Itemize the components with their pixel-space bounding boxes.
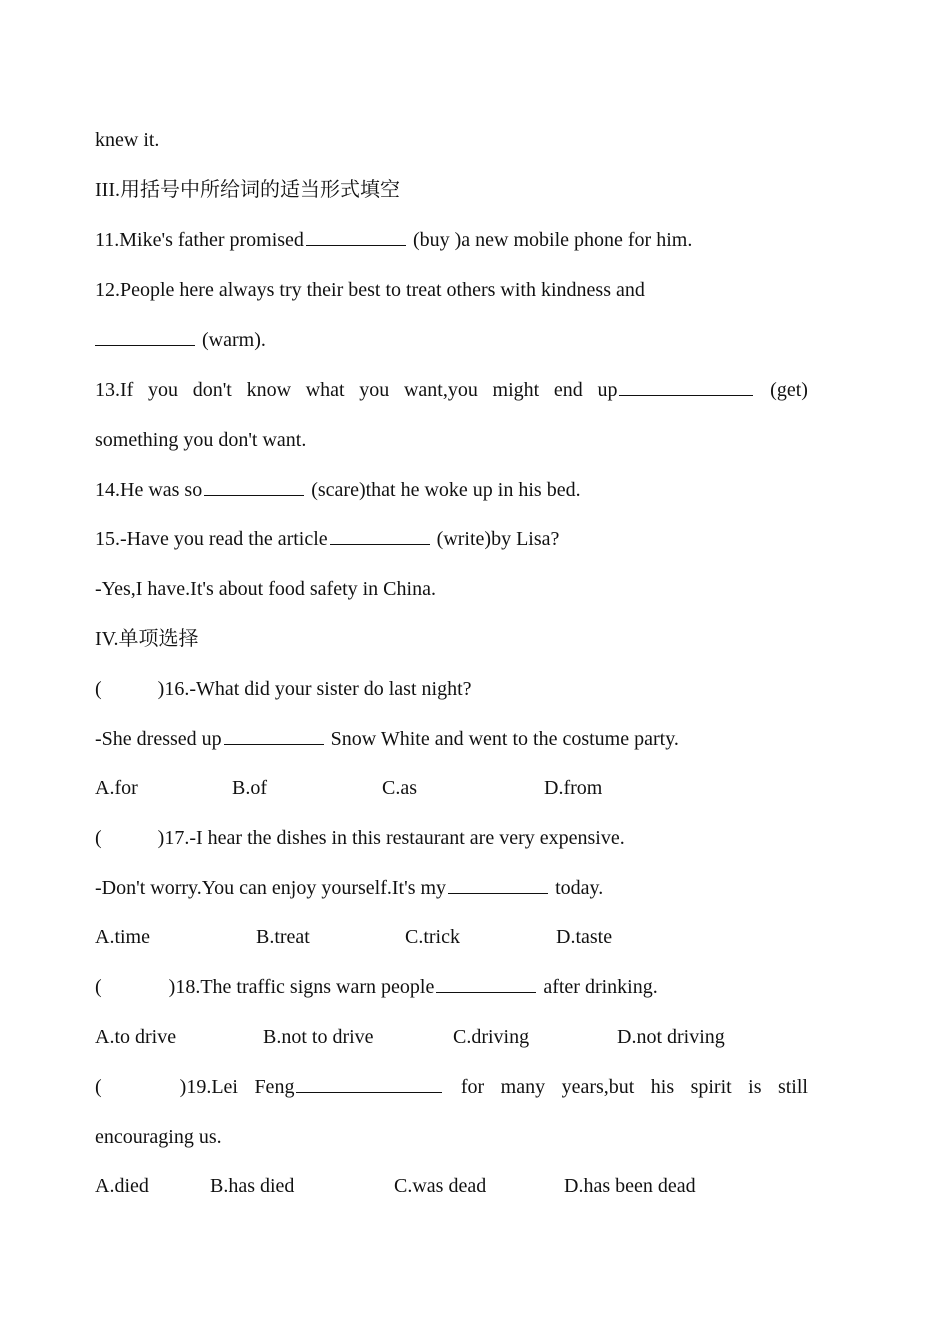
- option-c[interactable]: C.as: [382, 777, 417, 799]
- option-a[interactable]: A.for: [95, 777, 138, 799]
- option-b[interactable]: B.has died: [210, 1175, 295, 1197]
- option-d[interactable]: D.taste: [556, 926, 613, 948]
- question-17-options: [95, 922, 808, 952]
- option-c[interactable]: C.trick: [405, 926, 460, 948]
- answer-blank[interactable]: [95, 326, 195, 346]
- option-b[interactable]: B.of: [232, 777, 267, 799]
- question-13: 13.If you don't know what you want,you might end up (get): [95, 375, 808, 405]
- question-16-options: [95, 773, 808, 803]
- option-d[interactable]: D.not driving: [617, 1026, 725, 1048]
- option-a[interactable]: A.time: [95, 926, 150, 948]
- option-a[interactable]: A.to drive: [95, 1026, 177, 1048]
- answer-blank[interactable]: [224, 725, 324, 745]
- question-15: 15.-Have you read the article (write)by Lisa?: [95, 524, 808, 554]
- answer-blank[interactable]: [296, 1073, 442, 1093]
- question-11: 11.Mike's father promised (buy )a new mobile phone for him.: [95, 225, 808, 255]
- answer-blank[interactable]: [204, 476, 304, 496]
- option-d[interactable]: D.has been dead: [564, 1175, 696, 1197]
- question-17-cont: -Don't worry.You can enjoy yourself.It's my today.: [95, 873, 808, 903]
- question-16-cont: -She dressed up Snow White and went to the costume party.: [95, 724, 808, 754]
- question-14: 14.He was so (scare)that he woke up in his bed.: [95, 475, 808, 505]
- option-c[interactable]: C.was dead: [394, 1175, 487, 1197]
- option-c[interactable]: C.driving: [453, 1026, 530, 1048]
- option-a[interactable]: A.died: [95, 1175, 149, 1197]
- question-16: ( )16.-What did your sister do last night?: [95, 678, 472, 700]
- answer-blank[interactable]: [436, 973, 536, 993]
- option-d[interactable]: D.from: [544, 777, 603, 799]
- section-heading-iii: III.用括号中所给词的适当形式填空: [95, 179, 400, 201]
- question-12-cont: (warm).: [95, 325, 808, 355]
- option-b[interactable]: B.treat: [256, 926, 310, 948]
- question-13-cont: something you don't want.: [95, 429, 307, 451]
- answer-blank[interactable]: [330, 525, 430, 545]
- answer-blank[interactable]: [619, 376, 753, 396]
- option-b[interactable]: B.not to drive: [263, 1026, 374, 1048]
- question-18: ( )18.The traffic signs warn people after drinking.: [95, 972, 808, 1002]
- answer-blank[interactable]: [448, 874, 548, 894]
- question-17: ( )17.-I hear the dishes in this restaurant are very expensive.: [95, 827, 625, 849]
- text-line: knew it.: [95, 129, 160, 151]
- question-12: 12.People here always try their best to treat others with kindness and: [95, 279, 645, 301]
- answer-blank[interactable]: [306, 226, 406, 246]
- section-heading-iv: IV.单项选择: [95, 628, 199, 650]
- question-18-options: [95, 1022, 808, 1052]
- question-19-options: [95, 1171, 808, 1201]
- question-19: ( )19.Lei Feng for many years,but his spirit is still: [95, 1072, 808, 1102]
- question-19-cont: encouraging us.: [95, 1126, 222, 1148]
- question-15-answer: -Yes,I have.It's about food safety in China.: [95, 578, 436, 600]
